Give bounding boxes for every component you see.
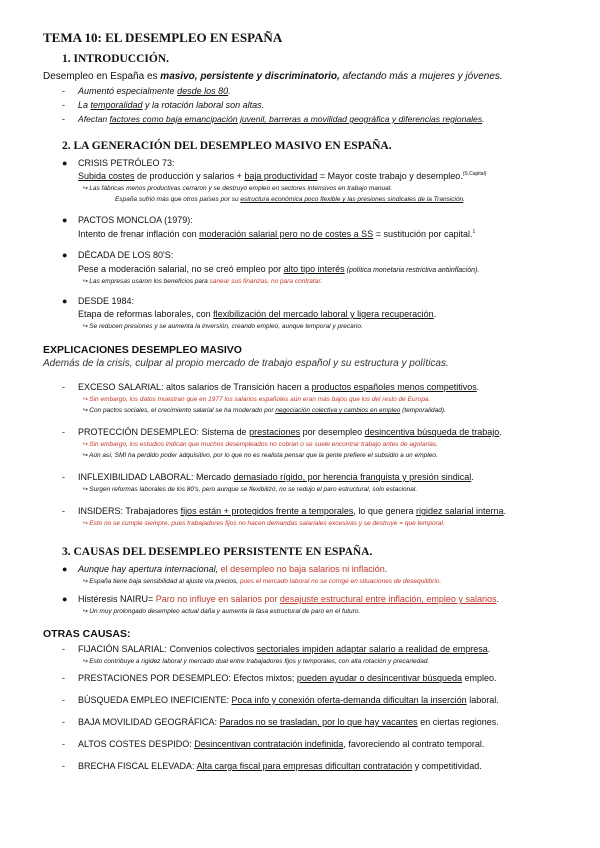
d84-note: ↪ Se reducen presiones y se aumenta la inversión, creando empleo, aunque temporal y precario. xyxy=(82,323,363,330)
proteccion-note-2: ↪ Aún así, SMI ha perdido poder adquisitivo, por lo que no es realista pensar que la gente prefiere el subsidio a un empleo. xyxy=(82,452,438,459)
proteccion-post: . xyxy=(499,427,502,437)
s3-item-2-note: ↪ Un muy prolongado desempleo actual daña y aumenta la tasa estructural de paro en el futuro. xyxy=(82,608,361,615)
insiders-pre: Trabajadores xyxy=(123,506,181,516)
d80-line xyxy=(78,264,479,274)
otras-item-6 xyxy=(78,761,482,771)
insiders-post: . xyxy=(503,506,507,516)
insiders-mid: , lo que genera xyxy=(353,506,416,516)
otras-title: BRECHA FISCAL ELEVADA: xyxy=(78,761,195,771)
moncloa-u: moderación salarial pero no de costes a SS xyxy=(199,229,374,239)
s3-item-2 xyxy=(78,594,499,604)
otras-u: sectoriales impiden adaptar salario a realidad de empresa xyxy=(256,644,488,654)
item-pre: La xyxy=(78,100,91,110)
crisis-u1: Subida costes xyxy=(78,171,135,181)
intro-line xyxy=(43,71,503,82)
dash-bullet: - xyxy=(62,761,65,771)
crisis-line xyxy=(78,171,486,181)
bullet-dot: ● xyxy=(62,250,68,260)
dash-bullet: - xyxy=(62,382,65,392)
inflex-note: ↪ Surgen reformas laborales de los 80's, pero aunque se flexibilizó, no se redujo el paro estructural, solo estacional. xyxy=(82,486,418,493)
otras-title: BÚSQUEDA EMPLEO INEFICIENTE: xyxy=(78,695,230,705)
item-underline: factores como baja emancipación juvenil, barreras a movilidad geográfica y diferencias regionales xyxy=(109,114,483,124)
insiders-title: INSIDERS: xyxy=(78,506,124,516)
d80-post: (política monetaria restrictiva antiinflación). xyxy=(344,267,480,274)
item-post: . xyxy=(482,114,485,124)
proteccion-note-1: ↪ Sin embargo, los estudios indican que muchos desempleados no cobran o se suele encontrar trabajo antes de agotarlas. xyxy=(82,441,438,448)
exceso-title: EXCESO SALARIAL: xyxy=(78,382,164,392)
otras-heading: OTRAS CAUSAS: xyxy=(43,628,131,640)
otras-u: pueden ayudar o desincentivar búsqueda xyxy=(296,673,463,683)
otras-post: laboral. xyxy=(466,695,499,705)
moncloa-pre: Intento de frenar inflación con xyxy=(78,229,200,239)
proteccion-pre: Sistema de xyxy=(199,427,250,437)
otras-post: . xyxy=(487,644,491,654)
moncloa-sup: 1 xyxy=(472,229,476,235)
proteccion-line xyxy=(78,427,502,437)
dash-bullet: - xyxy=(62,644,65,654)
crisis-u2: baja productividad xyxy=(244,171,318,181)
dash-bullet: - xyxy=(62,695,65,705)
exceso-note-1: ↪ Sin embargo, los datos muestran que en 1977 los salarios españoles aún eran más bajos que los del resto de Europa. xyxy=(82,396,431,403)
bullet-dot: ● xyxy=(62,564,68,574)
s3-item-1-it: Aunque hay apertura internacional, xyxy=(78,564,221,574)
otras-u: Desincentivan contratación indefinida xyxy=(194,739,344,749)
item-post: . xyxy=(228,86,231,96)
otras-item-3 xyxy=(78,695,499,705)
otras-post: , favoreciendo al contrato temporal. xyxy=(343,739,485,749)
crisis-note-2-pre: España sufrió más que otros países por su xyxy=(115,196,241,203)
item-pre: Afectan xyxy=(78,114,110,124)
s3-item-1-post: . xyxy=(384,564,388,574)
inflex-title: INFLEXIBILIDAD LABORAL: xyxy=(78,472,194,482)
dash-bullet: - xyxy=(62,506,65,516)
otras-item-1 xyxy=(78,644,490,654)
otras-title: ALTOS COSTES DESPIDO: xyxy=(78,739,192,749)
d80-u: alto tipo interés xyxy=(283,264,345,274)
section-3-heading: 3. CAUSAS DEL DESEMPLEO PERSISTENTE EN ESPAÑA. xyxy=(62,546,373,558)
d84-title: DESDE 1984: xyxy=(78,296,135,306)
otras-u: Alta carga fiscal para empresas dificultan contratación xyxy=(196,761,413,771)
exceso-note-2-u: negociación colectiva y cambios en empleo xyxy=(275,407,401,414)
item-underline: desde los 80 xyxy=(177,86,229,96)
moncloa-post: = sustitución por capital. xyxy=(373,229,473,239)
section-2-heading: 2. LA GENERACIÓN DEL DESEMPLEO MASIVO EN ESPAÑA. xyxy=(62,140,392,152)
otras-post: empleo. xyxy=(462,673,497,683)
explicaciones-heading: EXPLICACIONES DESEMPLEO MASIVO xyxy=(43,344,242,356)
item-pre: Aumentó especialmente xyxy=(78,86,178,96)
otras-pre: Efectos mixtos; xyxy=(230,673,297,683)
item-post: y la rotación laboral son altas. xyxy=(142,100,265,110)
otras-item-2 xyxy=(78,673,497,683)
s3-item-2-red: Paro no influye en salarios por xyxy=(155,594,280,604)
otras-title: PRESTACIONES POR DESEMPLEO: xyxy=(78,673,231,683)
crisis-sup: (S.Capital) xyxy=(462,171,487,177)
crisis-post: = Mayor coste trabajo y desempleo. xyxy=(317,171,463,181)
dash-bullet: - xyxy=(62,114,65,124)
d80-note-pre: ↪ Las empresas usaron los beneficios para xyxy=(82,278,210,285)
inflex-post: . xyxy=(471,472,474,482)
crisis-title: CRISIS PETRÓLEO 73: xyxy=(78,158,175,168)
otras-post: y competitividad. xyxy=(412,761,482,771)
s3-item-2-post: . xyxy=(496,594,499,604)
insiders-note: ↪ Esto no se cumple siempre, pues trabajadores fijos no hacen demandas salariales excesivas y se destruye = que temporal. xyxy=(82,520,445,527)
exceso-post: . xyxy=(476,382,480,392)
otras-pre: Convenios colectivos xyxy=(167,644,257,654)
exceso-note-2 xyxy=(82,406,446,414)
otras-item-1-note: ↪ Esto contribuye a rigidez laboral y mercado dual entre trabajadores fijos y temporales, con alta rotación y precariedad. xyxy=(82,658,430,665)
bullet-dot: ● xyxy=(62,215,68,225)
d80-note-red: sanear sus finanzas, no para contratar. xyxy=(209,278,323,285)
d80-note xyxy=(82,277,322,285)
section-1-heading: 1. INTRODUCCIÓN. xyxy=(62,53,170,65)
dash-bullet: - xyxy=(62,472,65,482)
proteccion-mid: por desempleo xyxy=(300,427,365,437)
inflex-pre: Mercado xyxy=(193,472,234,482)
s3-note-red: pues el mercado laboral no se corrige en situaciones de desequilibrio. xyxy=(239,578,442,585)
insiders-u2: rigidez salarial interna xyxy=(415,506,504,516)
intro-bold: masivo, persistente y discriminatorio, xyxy=(160,71,340,82)
exceso-note-2-post: (temporalidad). xyxy=(400,407,446,414)
bullet-dot: ● xyxy=(62,158,68,168)
dash-bullet: - xyxy=(62,673,65,683)
crisis-note-2-u: estructura económica poco flexible y las presiones sindicales de la Transición xyxy=(240,196,464,203)
proteccion-title: PROTECCIÓN DESEMPLEO: xyxy=(78,427,200,437)
bullet-dot: ● xyxy=(62,594,68,604)
item-underline: temporalidad xyxy=(90,100,143,110)
d84-u: flexibilización del mercado laboral y ligera recuperación xyxy=(213,309,434,319)
intro-pre: Desempleo en España es xyxy=(43,71,161,82)
moncloa-title: PACTOS MONCLOA (1979): xyxy=(78,215,193,225)
otras-u: Poca info y conexión oferta-demanda dificultan la inserción xyxy=(231,695,467,705)
s3-item-2-u: desajuste estructural entre inflación, empleo y salarios xyxy=(279,594,497,604)
otras-post: en ciertas regiones. xyxy=(417,717,499,727)
dash-bullet: - xyxy=(62,100,65,110)
d84-pre: Etapa de reformas laborales, con xyxy=(78,309,214,319)
otras-item-4 xyxy=(78,717,499,727)
exceso-line xyxy=(78,382,479,392)
crisis-note-2-post: . xyxy=(463,196,465,203)
intro-item-2 xyxy=(78,100,264,110)
dash-bullet: - xyxy=(62,739,65,749)
proteccion-u: prestaciones xyxy=(249,427,301,437)
otras-title: BAJA MOVILIDAD GEOGRÁFICA: xyxy=(78,717,218,727)
s3-note-pre: ↪ España tiene baja sensibilidad al ajuste vía precios, xyxy=(82,578,240,585)
otras-item-5 xyxy=(78,739,484,749)
dash-bullet: - xyxy=(62,427,65,437)
insiders-line xyxy=(78,506,506,516)
explicaciones-sub: Además de la crisis, culpar al propio mercado de trabajo español y su estructura y políticas. xyxy=(43,358,449,369)
moncloa-line xyxy=(78,229,475,239)
dash-bullet: - xyxy=(62,717,65,727)
inflex-u: demasiado rígido, por herencia franquista y presión sindical xyxy=(233,472,472,482)
intro-item-3 xyxy=(78,114,485,124)
crisis-note-1: ↪ Las fábricas menos productivas cerraron y se destruyó empleo en sectores intensivos en trabajo manual. xyxy=(82,185,393,192)
insiders-u: fijos están + protegidos frente a temporales xyxy=(180,506,354,516)
d84-post: . xyxy=(433,309,437,319)
dash-bullet: - xyxy=(62,86,65,96)
bullet-dot: ● xyxy=(62,296,68,306)
exceso-u: productos españoles menos competitivos xyxy=(311,382,477,392)
s3-item-1-note xyxy=(82,577,441,585)
exceso-note-2-pre: ↪ Con pactos sociales, el crecimiento salarial se ha moderado por xyxy=(82,407,276,414)
otras-u: Parados no se trasladan, por lo que hay vacantes xyxy=(219,717,418,727)
crisis-note-2 xyxy=(115,196,465,203)
intro-item-1 xyxy=(78,86,231,96)
d80-pre: Pese a moderación salarial, no se creó empleo por xyxy=(78,264,284,274)
inflex-line xyxy=(78,472,474,482)
s3-item-1 xyxy=(78,564,387,574)
crisis-mid: de producción y salarios + xyxy=(134,171,245,181)
exceso-pre: altos salarios de Transición hacen a xyxy=(163,382,312,392)
s3-item-1-red: el desempleo no baja salarios ni inflación xyxy=(220,564,385,574)
proteccion-u2: desincentiva búsqueda de trabajo xyxy=(364,427,500,437)
d84-line xyxy=(78,309,436,319)
intro-post: afectando más a mujeres y jóvenes. xyxy=(339,71,503,82)
otras-title: FIJACIÓN SALARIAL: xyxy=(78,644,168,654)
s3-item-2-pre: Histéresis NAIRU= xyxy=(78,594,156,604)
d80-title: DÉCADA DE LOS 80'S: xyxy=(78,250,174,260)
document-title: TEMA 10: EL DESEMPLEO EN ESPAÑA xyxy=(43,30,283,45)
